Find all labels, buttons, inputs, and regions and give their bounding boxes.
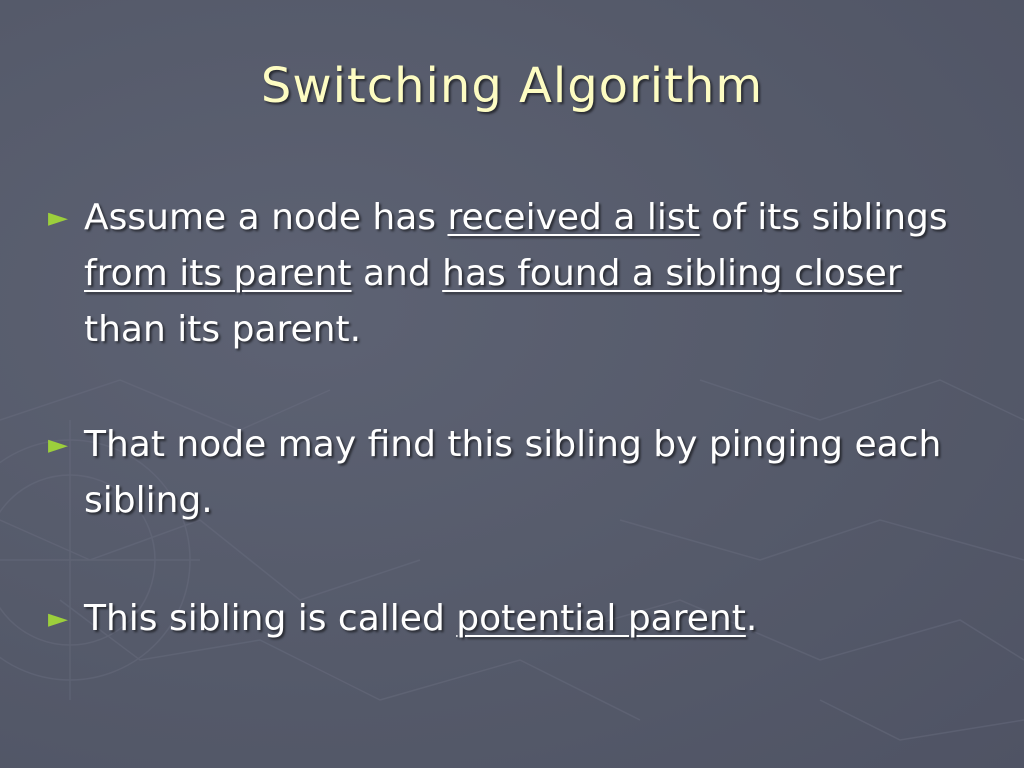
triangle-right-icon: ►	[48, 203, 68, 233]
bullet-list	[48, 190, 948, 647]
slide-title: Switching Algorithm	[260, 58, 764, 114]
bullet-text: This sibling is called	[84, 598, 457, 639]
bullet-text: That node may find this sibling by pinging each sibling.	[84, 424, 942, 521]
bullet-item	[48, 417, 948, 529]
bullet-text: and	[351, 253, 443, 294]
bullet-item	[48, 591, 948, 647]
bullet-text: than its parent.	[84, 309, 362, 350]
underlined-text: has found a sibling closer	[442, 253, 902, 294]
underlined-text: received a list	[447, 197, 700, 238]
triangle-right-icon: ►	[48, 430, 68, 460]
triangle-right-icon: ►	[48, 604, 68, 634]
underlined-text: from its parent	[84, 253, 352, 294]
bullet-text: of its siblings	[699, 197, 948, 238]
underlined-text: potential parent	[456, 598, 746, 639]
bullet-text: Assume a node has	[84, 197, 448, 238]
bullet-item	[48, 190, 948, 358]
bullet-text: .	[745, 598, 758, 639]
